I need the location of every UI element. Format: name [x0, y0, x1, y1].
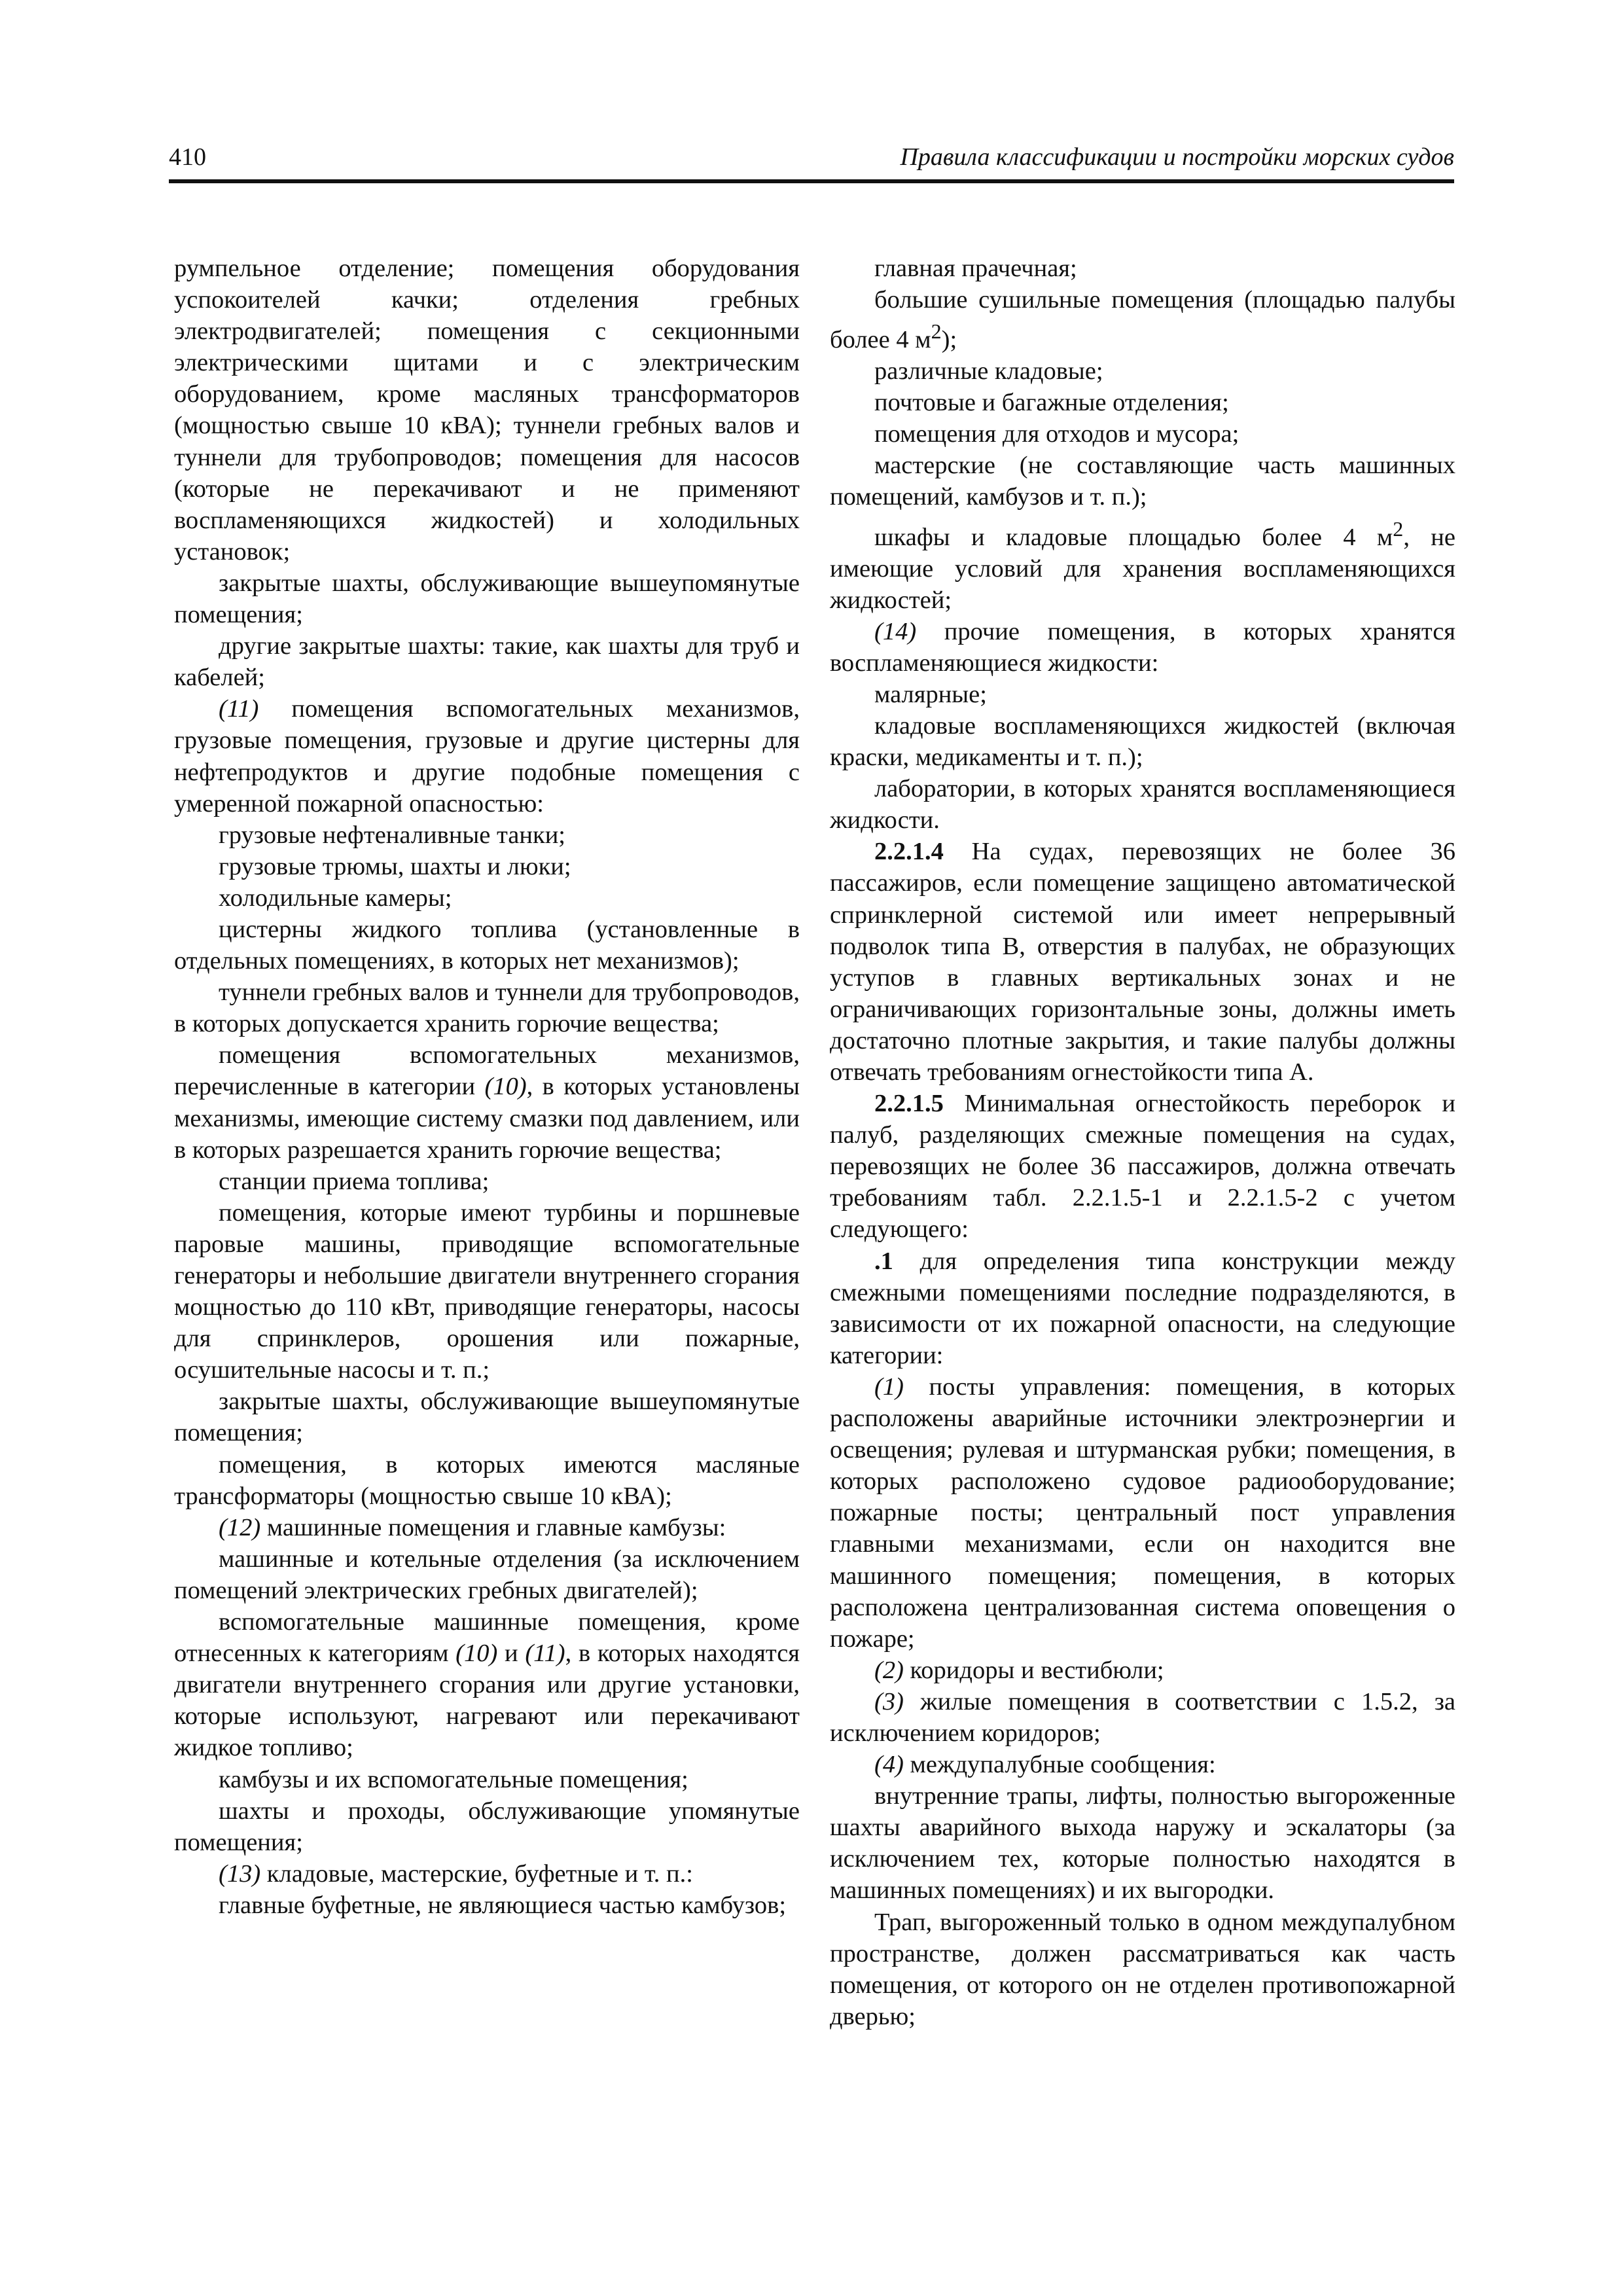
paragraph-text: машинные помещения и главные камбузы: — [260, 1513, 726, 1541]
paragraph — [174, 1386, 800, 1448]
paragraph — [174, 851, 800, 882]
paragraph — [830, 450, 1455, 512]
paragraph — [830, 710, 1455, 773]
paragraph-text: посты управления: помещения, в которых расположены аварийные источники электроэнергии и освещения; рулевая и штурманская рубки; помещения, в которых расположено судовое радиооборудование; пожарные посты; центральный пост управления главными механизмами, если он находится вне машинного помещения; помещения, в которых расположена централизованная система оповещения о пожаре; — [830, 1372, 1455, 1653]
paragraph-text: жилые помещения в соответствии с 1.5.2, за исключением коридоров; — [830, 1687, 1455, 1747]
paragraph-text: малярные; — [874, 680, 987, 708]
category-number: (3) — [874, 1687, 904, 1715]
clause-number: .1 — [874, 1247, 893, 1275]
paragraph — [830, 679, 1455, 710]
paragraph-text: главная прачечная; — [874, 255, 1077, 282]
paragraph-text: цистерны жидкого топлива (установленные в отдельных помещениях, в которых нет механизмов); — [174, 915, 800, 975]
paragraph — [174, 253, 800, 567]
paragraph-text: грузовые нефтеналивные танки; — [219, 821, 565, 849]
paragraph-text: другие закрытые шахты: такие, как шахты для труб и кабелей; — [174, 632, 800, 692]
paragraph-text: румпельное отделение; помещения оборудования успокоителей качки; отделения гребных электродвигателей; помещения с секционными электрическими щитами и с электрическим оборудованием, кроме масляных трансформаторов (мощностью свыше 10 кВА); туннели гребных валов и туннели для трубопроводов; помещения для насосов (которые не перекачивают и не применяют воспламеняющихся жидкостей) и холодильных установок; — [174, 255, 800, 565]
paragraph-text: , в которых находятся двигатели внутреннего сгорания или другие установки, которые используют, нагревают или перекачивают жидкое топливо; — [174, 1640, 800, 1762]
paragraph-text: ); — [941, 326, 957, 354]
paragraph-text: лаборатории, в которых хранятся воспламеняющиеся жидкости. — [830, 775, 1455, 834]
paragraph-text: главные буфетные, не являющиеся частью камбузов; — [219, 1891, 787, 1919]
category-number: (1) — [874, 1372, 904, 1401]
paragraph-text: Трап, выгороженный только в одном междупалубном пространстве, должен рассматриваться как часть помещения, от которого он не отделен противопожарной дверью; — [830, 1908, 1455, 2030]
paragraph — [174, 914, 800, 977]
paragraph-text: , в которых установлены механизмы, имеющие систему смазки под давлением, или в которых разрешается хранить горючие вещества; — [174, 1073, 800, 1164]
paragraph-text: Минимальная огнестойкость переборок и палуб, разделяющих смежные помещения на судах, перевозящих не более 36 пассажиров, должна отвечать требованиям табл. 2.2.1.5-1 и 2.2.1.5-2 с учетом следующего: — [830, 1090, 1455, 1244]
category-number: (10) — [484, 1073, 527, 1101]
paragraph-text: кладовые воспламеняющихся жидкостей (включая краски, медикаменты и т. п.); — [830, 711, 1455, 772]
category-number: (4) — [874, 1751, 904, 1779]
superscript: 2 — [931, 319, 942, 344]
category-number: (2) — [874, 1656, 904, 1684]
page-header — [169, 139, 1454, 183]
paragraph-text: закрытые шахты, обслуживающие вышеупомянутые помещения; — [174, 569, 800, 629]
paragraph — [174, 567, 800, 630]
paragraph-text: помещения для отходов и мусора; — [874, 420, 1240, 448]
paragraph-text: машинные и котельные отделения (за исключением помещений электрических гребных двигателей); — [174, 1545, 800, 1604]
paragraph — [174, 1890, 800, 1921]
paragraph-text: различные кладовые; — [874, 357, 1103, 386]
paragraph-text: кладовые, мастерские, буфетные и т. п.: — [260, 1859, 693, 1888]
category-number: (11) — [219, 695, 259, 723]
running-title: Правила классификации и постройки морских судов — [900, 143, 1454, 171]
paragraph-text: и — [497, 1640, 526, 1668]
paragraph — [830, 387, 1455, 418]
paragraph — [174, 1858, 800, 1890]
paragraph — [830, 355, 1455, 387]
paragraph — [830, 418, 1455, 450]
paragraph-text: шкафы и кладовые площадью более 4 м — [874, 523, 1393, 551]
paragraph-text: вспомогательные машинные помещения, кроме отнесенных к категориям — [174, 1608, 800, 1668]
paragraph — [174, 1795, 800, 1858]
paragraph-text: станции приема топлива; — [219, 1167, 490, 1195]
paragraph-text: прочие помещения, в которых хранятся воспламеняющиеся жидкости: — [830, 617, 1455, 677]
paragraph-text: , не имеющие условий для хранения воспламеняющихся жидкостей; — [830, 523, 1455, 614]
paragraph-text: помещения вспомогательных механизмов, перечисленные в категории — [174, 1041, 800, 1101]
paragraph — [830, 1088, 1455, 1245]
paragraph-text: На судах, перевозящих не более 36 пассажиров, если помещение защищено автоматической спринклерной системой или имеет непрерывный подволок типа В, отверстия в палубах, не образующих уступов в главных вертикальных зонах и не ограничивающих горизонтальные зоны, должны иметь достаточно плотные закрытия, и такие палубы должны отвечать требованиям огнестойкости типа А. — [830, 838, 1455, 1086]
paragraph — [830, 513, 1455, 616]
category-number: (11) — [525, 1640, 565, 1668]
paragraph-text: закрытые шахты, обслуживающие вышеупомянутые помещения; — [174, 1388, 800, 1447]
paragraph-text: почтовые и багажные отделения; — [874, 389, 1229, 417]
paragraph-text: внутренние трапы, лифты, полностью выгороженные шахты аварийного выхода наружу и эскалаторы (за исключением тех, которые полностью находятся в машинных помещениях) и их выгородки. — [830, 1782, 1455, 1905]
paragraph — [830, 1371, 1455, 1655]
category-number: (10) — [455, 1640, 498, 1668]
paragraph — [830, 773, 1455, 836]
paragraph-text: для определения типа конструкции между смежными помещениями последние подразделяются, в зависимости от их пожарной опасности, на следующие категории: — [830, 1247, 1455, 1369]
paragraph — [174, 1606, 800, 1763]
paragraph — [174, 693, 800, 819]
category-number: (13) — [219, 1859, 261, 1888]
paragraph-text: помещения, в которых имеются масляные трансформаторы (мощностью свыше 10 кВА); — [174, 1450, 800, 1510]
paragraph — [830, 253, 1455, 284]
paragraph — [174, 1764, 800, 1795]
paragraph-text: камбузы и их вспомогательные помещения; — [219, 1765, 688, 1793]
clause-number: 2.2.1.4 — [874, 838, 944, 866]
paragraph — [174, 977, 800, 1039]
paragraph — [830, 1655, 1455, 1686]
paragraph — [174, 882, 800, 914]
paragraph — [830, 284, 1455, 355]
paragraph — [830, 1749, 1455, 1780]
paragraph — [830, 616, 1455, 679]
paragraph — [174, 1197, 800, 1386]
paragraph-text: междупалубные сообщения: — [903, 1751, 1216, 1779]
paragraph — [174, 1543, 800, 1606]
paragraph — [830, 1686, 1455, 1749]
right-column — [830, 253, 1455, 2032]
paragraph — [830, 836, 1455, 1088]
paragraph — [174, 1449, 800, 1512]
paragraph-text: коридоры и вестибюли; — [903, 1656, 1164, 1684]
paragraph-text: мастерские (не составляющие часть машинных помещений, камбузов и т. п.); — [830, 452, 1455, 511]
paragraph — [174, 1512, 800, 1543]
paragraph — [174, 819, 800, 851]
paragraph-text: грузовые трюмы, шахты и люки; — [219, 852, 571, 880]
paragraph-text: холодильные камеры; — [219, 884, 452, 912]
paragraph — [830, 1246, 1455, 1371]
paragraph-text: большие сушильные помещения (площадью палубы более 4 м — [830, 286, 1455, 354]
paragraph-text: помещения вспомогательных механизмов, грузовые помещения, грузовые и другие цистерны для нефтепродуктов и другие подобные помещения с умеренной пожарной опасностью: — [174, 695, 800, 817]
left-column — [174, 253, 800, 1921]
superscript: 2 — [1393, 516, 1404, 541]
paragraph-text: помещения, которые имеют турбины и поршневые паровые машины, приводящие вспомогательные генераторы и небольшие двигатели внутреннего сгорания мощностью до 110 кВт, приводящие генераторы, насосы для спринклеров, орошения или пожарные, осушительные насосы и т. п.; — [174, 1198, 800, 1384]
category-number: (12) — [219, 1513, 261, 1541]
paragraph-text: туннели гребных валов и туннели для трубопроводов, в которых допускается хранить горючие вещества; — [174, 978, 800, 1038]
paragraph — [174, 630, 800, 693]
clause-number: 2.2.1.5 — [874, 1090, 944, 1118]
paragraph — [830, 1907, 1455, 2032]
paragraph — [174, 1166, 800, 1197]
paragraph — [830, 1780, 1455, 1906]
paragraph — [174, 1039, 800, 1165]
page-number: 410 — [169, 143, 206, 171]
category-number: (14) — [874, 617, 917, 645]
paragraph-text: шахты и проходы, обслуживающие упомянутые помещения; — [174, 1797, 800, 1856]
